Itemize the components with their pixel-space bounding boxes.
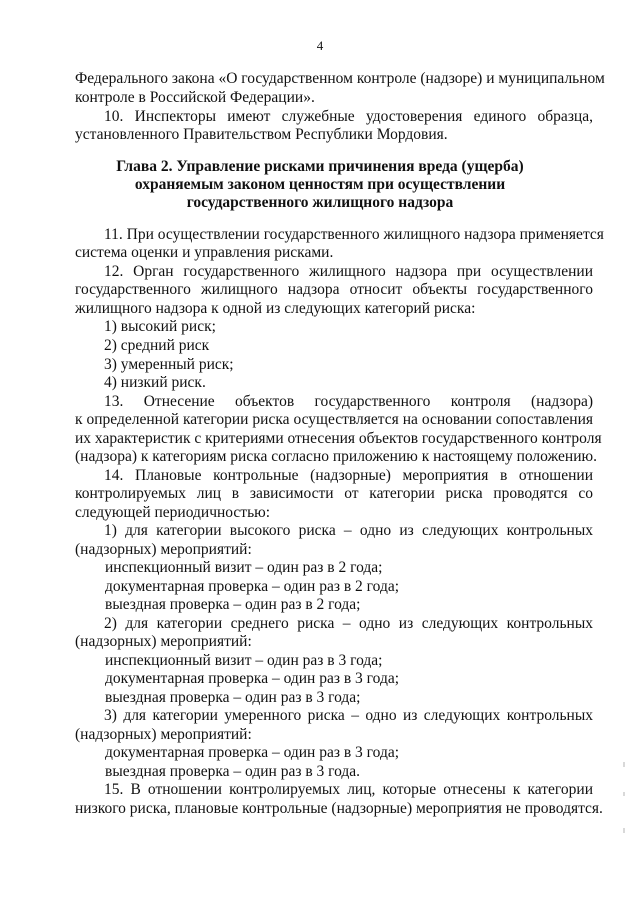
chapter-heading: Глава 2. Управление рисками причинения вреда (ущерба)	[116, 158, 524, 175]
text-line: 10. Инспекторы имеют служебные удостоверения единого образца,	[104, 108, 593, 125]
text-line: 1) для категории высокого риска – одно из следующих контрольных	[104, 522, 593, 539]
list-item: документарная проверка – один раз в 3 года;	[105, 744, 400, 761]
chapter-heading: государственного жилищного надзора	[186, 194, 454, 211]
text-line: Федерального закона «О государственном контроле (надзоре) и муниципальном	[75, 70, 605, 87]
scan-mark	[623, 762, 625, 767]
page-number: 4	[316, 38, 324, 53]
text-line: государственного жилищного надзора относит объекты государственного	[75, 281, 593, 298]
text-line: 13. Отнесение объектов государственного контроля (надзора)	[104, 393, 593, 410]
text-line: контроле в Российской Федерации».	[75, 89, 315, 106]
text-line: контролируемых лиц в зависимости от категории риска проводятся со	[75, 485, 593, 502]
text-line: 12. Орган государственного жилищного надзора при осуществлении	[104, 263, 593, 280]
text-line: 14. Плановые контрольные (надзорные) мероприятия в отношении	[104, 467, 593, 484]
text-line: к определенной категории риска осуществляется на основании сопоставления	[75, 411, 593, 428]
scan-mark	[623, 828, 625, 833]
text-line: (надзорных) мероприятий:	[75, 541, 252, 558]
text-line: 15. В отношении контролируемых лиц, которые отнесены к категории	[104, 781, 593, 798]
text-line: жилищного надзора к одной из следующих категорий риска:	[75, 300, 476, 317]
text-line: следующей периодичностью:	[75, 504, 271, 521]
list-item: 3) умеренный риск;	[104, 356, 234, 373]
text-line: система оценки и управления рисками.	[75, 244, 334, 261]
scan-mark	[623, 792, 625, 796]
text-line: (надзора) к категориям риска согласно приложению к настоящему положению.	[75, 448, 597, 465]
text-line: 11. При осуществлении государственного жилищного надзора применяется	[104, 226, 604, 243]
list-item: 4) низкий риск.	[104, 374, 206, 391]
text-line: низкого риска, плановые контрольные (надзорные) мероприятия не проводятся.	[75, 800, 603, 817]
list-item: выездная проверка – один раз в 2 года;	[105, 596, 361, 613]
list-item: выездная проверка – один раз в 3 года;	[105, 689, 361, 706]
text-line: установленного Правительством Республики Мордовия.	[75, 126, 448, 143]
text-line: их характеристик с критериями отнесения объектов государственного контроля	[75, 430, 602, 447]
list-item: 2) средний риск	[104, 337, 210, 354]
list-item: инспекционный визит – один раз в 2 года;	[105, 559, 383, 576]
list-item: выездная проверка – один раз в 3 года.	[105, 763, 361, 780]
text-line: (надзорных) мероприятий:	[75, 726, 252, 743]
text-line: 3) для категории умеренного риска – одно из следующих контрольных	[104, 707, 593, 724]
list-item: инспекционный визит – один раз в 3 года;	[105, 652, 383, 669]
chapter-heading: охраняемым законом ценностям при осуществлении	[134, 176, 506, 193]
list-item: документарная проверка – один раз в 2 года;	[105, 578, 400, 595]
list-item: документарная проверка – один раз в 3 года;	[105, 670, 400, 687]
text-line: (надзорных) мероприятий:	[75, 633, 252, 650]
list-item: 1) высокий риск;	[104, 318, 216, 335]
text-line: 2) для категории среднего риска – одно из следующих контрольных	[104, 615, 593, 632]
